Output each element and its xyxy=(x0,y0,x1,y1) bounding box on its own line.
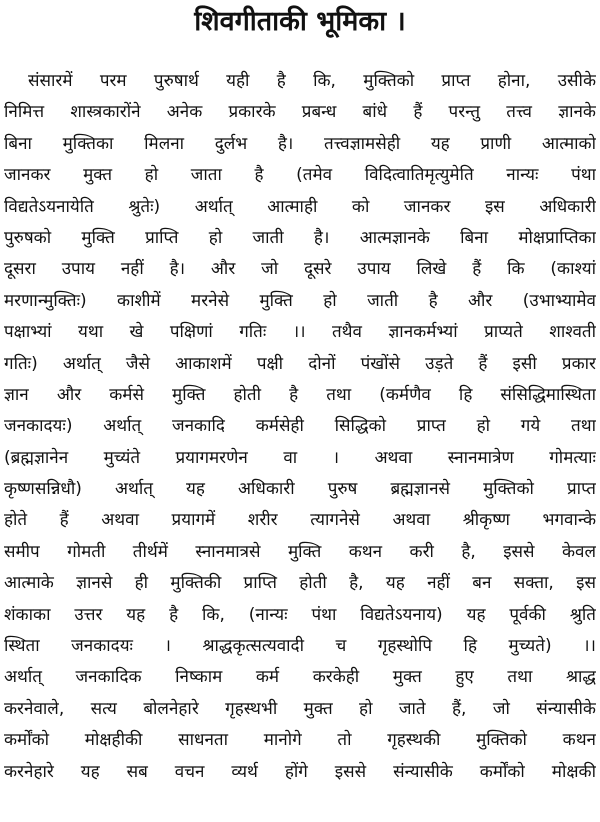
text-line: आत्माके ज्ञानसे ही मुक्तिकी प्राप्ति होती है, यह नहीं बन सक्ता, इस xyxy=(4,573,596,594)
text-line: होते हैं अथवा प्रयागमें शरीर त्यागनेसे अथवा श्रीकृष्ण भगवान्के xyxy=(4,510,596,531)
text-line: स्थिता जनकादयः । श्राद्धकृत्सत्यवादी च गृहस्थोपि हि मुच्यते) ।। xyxy=(4,636,596,657)
text-line: विद्यतेऽयनायेति श्रुतेः) अर्थात् आत्माही को जानकर इस अधिकारी xyxy=(4,196,596,217)
text-line: दूसरा उपाय नहीं है। और जो दूसरे उपाय लिखे हैं कि (काश्यां xyxy=(4,259,596,280)
text-line: कर्मोंको मोक्षहीकी साधनता मानोगे तो गृहस्थकी मुक्तिको कथन xyxy=(4,730,596,751)
text-line: अर्थात् जनकादिक निष्काम कर्म करकेही मुक्त हुए तथा श्राद्ध xyxy=(4,667,596,688)
text-line: जनकादयः) अर्थात् जनकादि कर्मसेही सिद्धिको प्राप्त हो गये तथा xyxy=(4,416,596,437)
page-title: शिवगीताकी भूमिका । xyxy=(194,6,406,37)
text-line: संसारमें परम पुरुषार्थ यही है कि, मुक्तिको प्राप्त होना, उसीके xyxy=(28,71,596,91)
text-line: करनेवाले, सत्य बोलनेहारे गृहस्थभी मुक्त हो जाते हैं, जो संन्यासीके xyxy=(4,698,596,719)
text-line: समीप गोमती तीर्थमें स्नानमात्रसे मुक्ति कथन करी है, इससे केवल xyxy=(4,541,596,562)
text-line: पक्षाभ्यां यथा खे पक्षिणां गतिः ।। तथैव ज्ञानकर्मभ्यां प्राप्यते शाश्वती xyxy=(4,322,596,343)
text-line: मरणान्मुक्तिः) काशीमें मरनेसे मुक्ति हो जाती है और (उभाभ्यामेव xyxy=(4,290,596,311)
text-line: जानकर मुक्त हो जाता है (तमेव विदित्वातिमृत्युमेति नान्यः पंथा xyxy=(4,165,596,186)
text-line: कृष्णसन्निधौ) अर्थात् यह अधिकारी पुरुष ब्रह्मज्ञानसे मुक्तिको प्राप्त xyxy=(4,479,596,500)
text-line: ज्ञान और कर्मसे मुक्ति होती है तथा (कर्मणैव हि संसिद्धिमास्थिता xyxy=(4,384,596,405)
text-line: गतिः) अर्थात् जैसे आकाशमें पक्षी दोनों पंखोंसे उड़ते हैं इसी प्रकार xyxy=(4,353,596,374)
text-line: निमित्त शास्त्रकारोंने अनेक प्रकारके प्रबन्ध बांधे हैं परन्तु तत्त्व ज्ञानके xyxy=(4,102,596,123)
text-line: बिना मुक्तिका मिलना दुर्लभ है। तत्त्वज्ञामसेही यह प्राणी आत्माको xyxy=(4,133,596,154)
text-line: पुरुषको मुक्ति प्राप्ति हो जाती है। आत्मज्ञानके बिना मोक्षप्राप्तिका xyxy=(4,227,596,248)
text-line: (ब्रह्मज्ञानेन मुच्यंते प्रयागमरणेन वा । अथवा स्नानमात्रेण गोमत्याः xyxy=(4,447,596,468)
text-line: शंकाका उत्तर यह है कि, (नान्यः पंथा विद्यतेऽयनाय) यह पूर्वकी श्रुति xyxy=(4,604,596,625)
body-text xyxy=(4,66,596,788)
text-line: करनेहारे यह सब वचन व्यर्थ होंगे इससे संन्यासीके कर्मोंको मोक्षकी xyxy=(4,761,596,782)
